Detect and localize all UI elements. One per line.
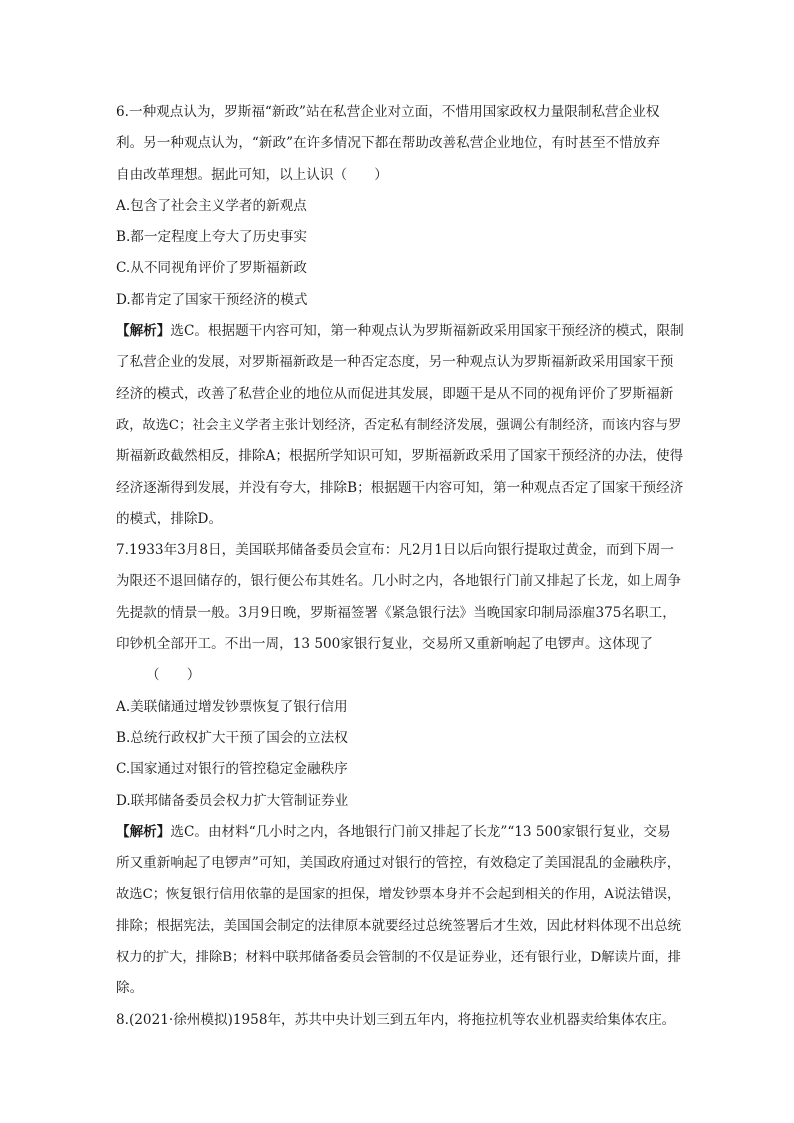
- page-content: [116, 97, 684, 1036]
- q6-option-b: B.都一定程度上夸大了历史事实: [116, 229, 308, 246]
- q6-option-a: A.包含了社会主义学者的新观点: [116, 197, 307, 214]
- q7-analysis-line: 权力的扩大，排除B；材料中联邦储备委员会管制的不仅是证券业，还有银行业，D解读片面，排: [116, 950, 681, 966]
- q7-stem-line: 7.1933年3月8日，美国联邦储备委员会宣布：凡2月1日以后向银行提取过黄金，而到下周一: [116, 542, 674, 559]
- q6-option-c: C.从不同视角评价了罗斯福新政: [116, 260, 307, 277]
- q6-analysis-line: [116, 316, 684, 347]
- q6-stem-line: 6.一种观点认为，罗斯福“新政”站在私营企业对立面，不惜用国家政权力量限制私营企业权: [116, 104, 660, 120]
- analysis-tag: 【解析】: [116, 823, 171, 840]
- q6-analysis-line: 政，故选C；社会主义学者主张计划经济，否定私有制经济发展，强调公有制经济，而该内容与罗: [116, 417, 682, 433]
- q7-analysis-line: 所又重新响起了电锣声”可知，美国政府通过对银行的管控，有效稳定了美国混乱的金融秩序，: [116, 855, 681, 872]
- q7-stem-line: 先提款的情景一般。3月9日晚，罗斯福签署《紧急银行法》当晚国家印制局添雇375名职工，: [116, 604, 676, 621]
- q6-analysis-text: 选C。根据题干内容可知，第一种观点认为罗斯福新政采用国家干预经济的模式，限制: [170, 323, 684, 340]
- q7-option-c: C.国家通过对银行的管控稳定金融秩序: [116, 761, 348, 778]
- q7-option-b: B.总统行政权扩大干预了国会的立法权: [116, 729, 348, 746]
- q7-stem-line: 为限还不退回储存的，银行便公布其姓名。几小时之内，各地银行门前又排起了长龙，如上周争: [116, 574, 682, 590]
- q7-analysis-line: 故选C；恢复银行信用依靠的是国家的担保，增发钞票本身并不会起到相关的作用，A说法错误，: [116, 887, 681, 903]
- q7-stem-line: 印钞机全部开工。不出一周，13 500家银行复业，交易所又重新响起了电锣声。这体现了: [116, 636, 653, 653]
- q6-analysis-line: 斯福新政截然相反，排除A；根据所学知识可知，罗斯福新政采用了国家干预经济的办法，使得: [116, 448, 684, 465]
- q7-option-a: A.美联储通过增发钞票恢复了银行信用: [116, 698, 348, 715]
- q7-answer-paren: （ ）: [146, 667, 201, 684]
- q7-analysis-line: 除。: [116, 980, 144, 997]
- q7-option-d: D.联邦储备委员会权力扩大管制证券业: [116, 792, 349, 809]
- q6-analysis-line: 了私营企业的发展，对罗斯福新政是一种否定态度，另一种观点认为罗斯福新政采用国家干预: [116, 354, 674, 371]
- q8-stem-line: 8.(2021·徐州模拟)1958年，苏共中央计划三到五年内，将拖拉机等农业机器卖给集体农庄。: [116, 1011, 676, 1028]
- analysis-tag: 【解析】: [116, 323, 171, 340]
- q6-option-d: D.都肯定了国家干预经济的模式: [116, 291, 308, 308]
- question-7: [116, 535, 684, 1004]
- q6-analysis-line: 经济的模式，改善了私营企业的地位从而促进其发展，即题干是从不同的视角评价了罗斯福新: [116, 385, 674, 402]
- q7-analysis-text: 选C。由材料“几小时之内，各地银行门前又排起了长龙”“13 500家银行复业，交易: [170, 823, 671, 840]
- q6-stem-line: 利。另一种观点认为，“新政”在许多情况下都在帮助改善私营企业地位，有时甚至不惜放弃: [116, 135, 661, 152]
- question-8: [116, 1005, 684, 1036]
- q7-analysis-line: 排除；根据宪法，美国国会制定的法律原本就要经过总统签署后才生效，因此材料体现不出总统: [116, 918, 682, 934]
- q6-stem-line: 自由改革理想。据此可知，以上认识（ ）: [116, 166, 388, 183]
- question-6: [116, 97, 684, 535]
- q6-analysis-line: 经济逐渐得到发展，并没有夸大，排除B；根据题干内容可知，第一种观点否定了国家干预经济: [116, 479, 684, 496]
- q6-analysis-line: 的模式，排除D。: [116, 510, 223, 527]
- q7-analysis-line: [116, 817, 684, 848]
